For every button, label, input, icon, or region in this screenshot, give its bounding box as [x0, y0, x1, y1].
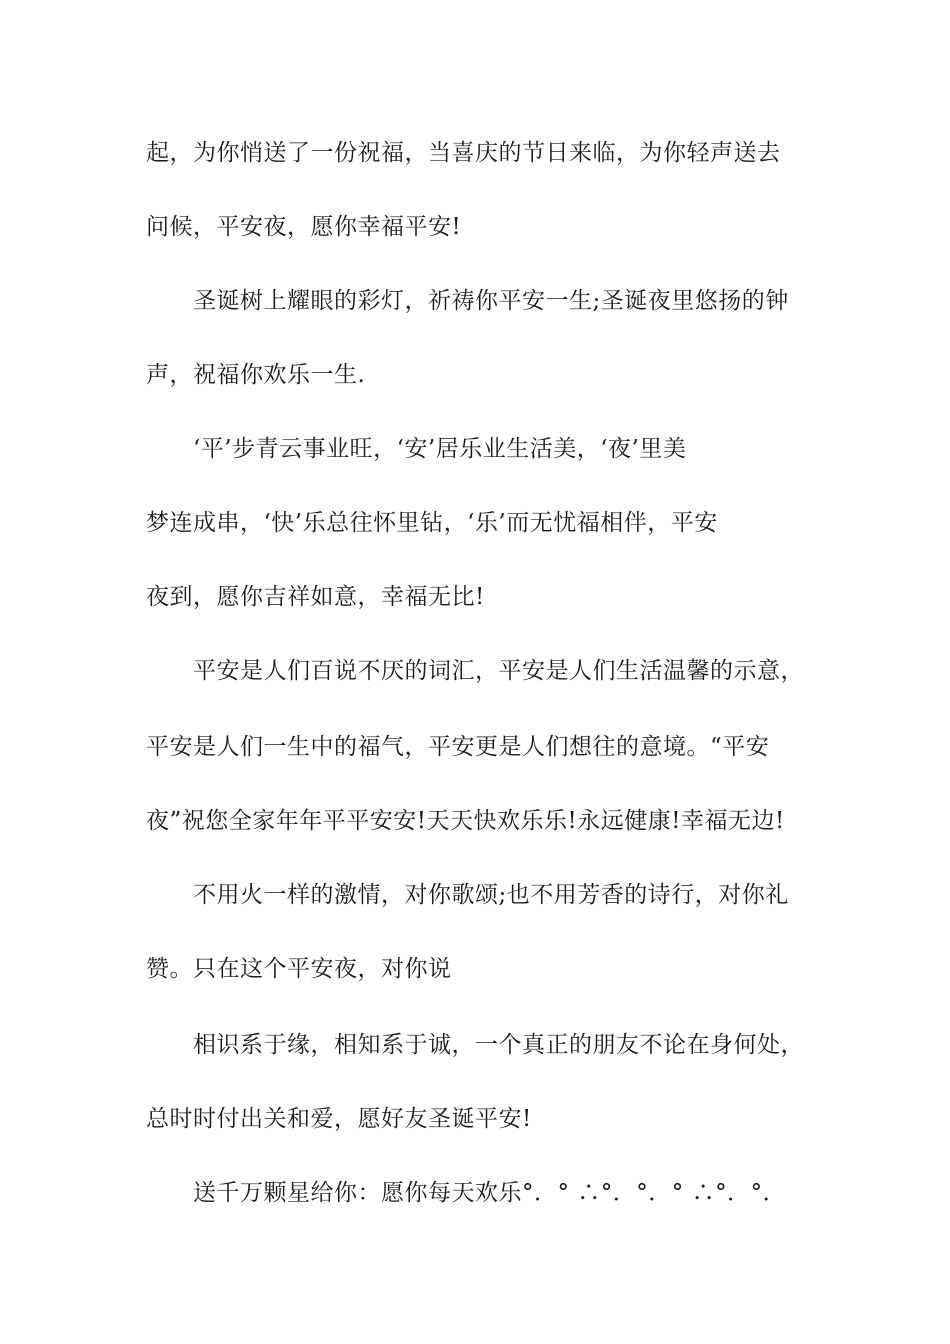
text-line: 声，祝福你欢乐一生. — [146, 362, 366, 388]
text-line: 夜到，愿你吉祥如意，幸福无比! — [146, 584, 485, 610]
text-line: 相识系于缘，相知系于诚，一个真正的朋友不论在身何处， — [193, 1032, 804, 1058]
text-line: 平安是人们一生中的福气，平安更是人们想往的意境。“平安 — [146, 734, 770, 760]
text-line: 不用火一样的激情，对你歌颂;也不用芳香的诗行，对你礼 — [193, 882, 789, 908]
text-line: 起，为你悄送了一份祝福，当喜庆的节日来临，为你轻声送去 — [146, 140, 781, 166]
text-line: 问候，平安夜，愿你幸福平安! — [146, 214, 462, 240]
text-line: 梦连成串，‘快’乐总往怀里钻，‘乐’而无忧福相伴，平安 — [146, 510, 718, 536]
text-line: 送千万颗星给你：愿你每天欢乐°．° ∴°．°．° ∴°．°． — [193, 1180, 787, 1206]
text-line: ‘平’步青云事业旺，‘安’居乐业生活美，‘夜’里美 — [193, 436, 687, 462]
text-line: 夜”祝您全家年年平平安安!天天快欢乐乐!永远健康!幸福无边! — [146, 808, 785, 834]
text-line: 圣诞树上耀眼的彩灯，祈祷你平安一生;圣诞夜里悠扬的钟 — [193, 288, 789, 314]
text-line: 总时时付出关和爱，愿好友圣诞平安! — [146, 1106, 532, 1132]
text-line: 平安是人们百说不厌的词汇，平安是人们生活温馨的示意， — [193, 658, 804, 684]
text-line: 赞。只在这个平安夜，对你说 — [146, 956, 452, 982]
